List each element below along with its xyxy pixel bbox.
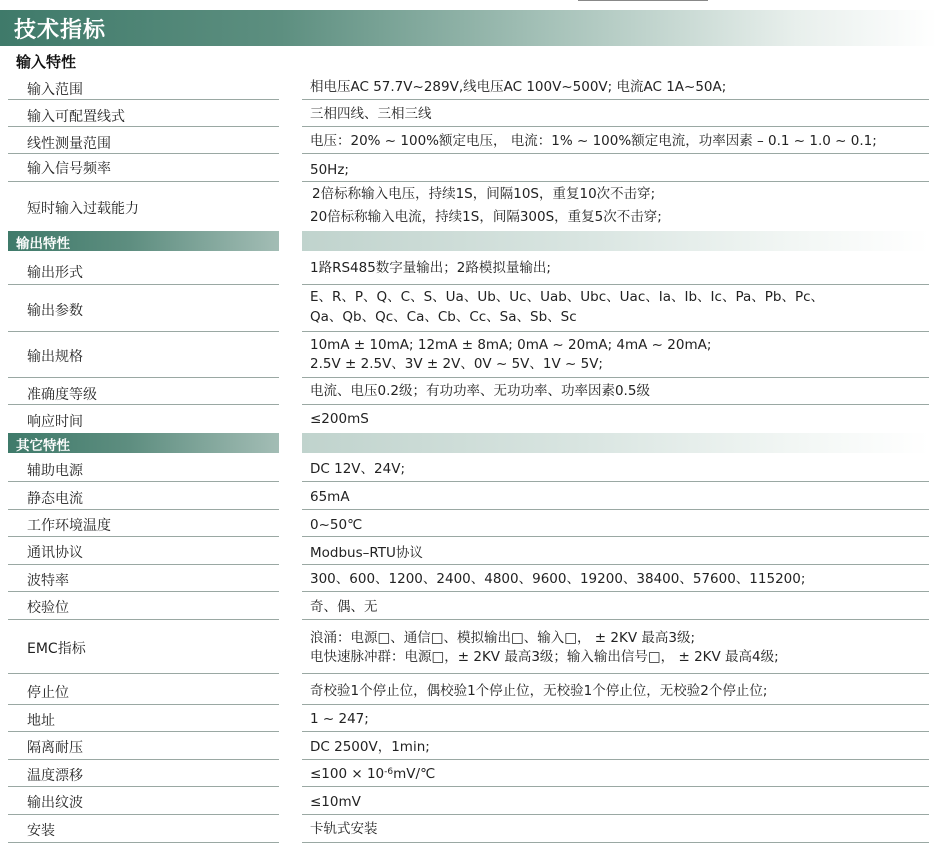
- row-value: 300、600、1200、2400、4800、9600、19200、38400、57600、115200;: [310, 571, 806, 587]
- row-value: 三相四线、三相三线: [310, 106, 432, 122]
- row-value: 65mA: [310, 489, 350, 505]
- section-heading-other: [8, 433, 279, 453]
- row-value: 奇校验1个停止位，偶校验1个停止位，无校验1个停止位，无校验2个停止位;: [310, 683, 768, 699]
- row-label: 输入范围: [27, 82, 83, 98]
- temp-drift-unit: mV/℃: [393, 766, 436, 782]
- row-label: 线性测量范围: [27, 136, 111, 152]
- table-row: [0, 705, 937, 732]
- row-value: ≤200mS: [310, 411, 369, 427]
- table-row: [0, 537, 937, 565]
- row-value: DC 2500V，1min;: [310, 739, 430, 755]
- table-row: [0, 251, 937, 285]
- section-heading-output: [8, 231, 279, 251]
- temp-drift-base: ≤100 × 10: [310, 766, 385, 782]
- row-value-line1: 浪涌：电源□、通信□、模拟输出□、输入□， ± 2KV 最高3级;: [310, 630, 696, 646]
- table-row: [0, 732, 937, 760]
- table-row: [0, 565, 937, 592]
- table-row: [0, 592, 937, 620]
- row-label: EMC指标: [27, 641, 86, 657]
- row-label: 工作环境温度: [27, 518, 111, 534]
- row-label: 停止位: [27, 685, 69, 701]
- row-value: 电压：20% ~ 100%额定电压， 电流：1% ~ 100%额定电流，功率因素 – 0.1 ~ 1.0 ~ 0.1;: [310, 133, 877, 149]
- row-label: 地址: [27, 713, 55, 729]
- section-heading-other-label: 其它特性: [16, 438, 70, 454]
- row-label: 输出参数: [27, 303, 83, 319]
- row-label: 辅助电源: [27, 463, 83, 479]
- row-value: Modbus–RTU协议: [310, 545, 423, 561]
- row-value-line1: 10mA ± 10mA; 12mA ± 8mA; 0mA ~ 20mA; 4mA ~ 20mA;: [310, 337, 712, 353]
- row-label: 短时输入过载能力: [27, 201, 139, 217]
- row-label: 安装: [27, 823, 55, 839]
- table-row: [0, 285, 937, 332]
- row-label: 输出规格: [27, 349, 83, 365]
- table-row: [0, 182, 937, 230]
- row-value: DC 12V、24V;: [310, 461, 405, 477]
- table-row: [0, 127, 937, 154]
- row-label: 响应时间: [27, 414, 83, 430]
- table-row: [0, 482, 937, 510]
- row-value-line2: Qa、Qb、Qc、Ca、Cb、Cc、Sa、Sb、Sc: [310, 309, 577, 325]
- top-divider: [578, 0, 708, 1]
- table-row: [0, 378, 937, 405]
- row-label: 准确度等级: [27, 387, 97, 403]
- row-label: 校验位: [27, 600, 69, 616]
- table-row: [0, 332, 937, 378]
- table-row: [0, 760, 937, 787]
- row-label: 输入可配置线式: [27, 109, 125, 125]
- section-heading-output-label: 输出特性: [16, 236, 70, 252]
- title-banner: [0, 10, 937, 46]
- row-value-line1: E、R、P、Q、C、S、Ua、Ub、Uc、Uab、Ubc、Uac、Ia、Ib、Ic、Pa、Pb、Pc、: [310, 289, 825, 305]
- row-value: 电流、电压0.2级；有功功率、无功功率、功率因素0.5级: [310, 383, 650, 399]
- row-value: 50Hz;: [310, 162, 349, 178]
- row-value: 1路RS485数字量输出；2路模拟量输出;: [310, 260, 551, 276]
- table-row: [0, 75, 937, 100]
- section-band-right: [302, 433, 929, 453]
- row-value: 1 ~ 247;: [310, 711, 369, 727]
- row-value-line1: 2倍标称输入电压，持续1S，间隔10S，重复10次不击穿;: [312, 186, 656, 202]
- row-label: 波特率: [27, 573, 69, 589]
- row-value: 卡轨式安装: [310, 821, 378, 837]
- section-band-right: [302, 231, 929, 251]
- temp-drift-exponent: -6: [384, 767, 394, 777]
- row-value: [310, 764, 435, 784]
- table-row: [0, 453, 937, 482]
- row-label: 输出纹波: [27, 795, 83, 811]
- table-row: [0, 510, 937, 537]
- table-row: [0, 154, 937, 182]
- row-value-line2: 20倍标称输入电流，持续1S，间隔300S，重复5次不击穿;: [310, 209, 662, 225]
- row-value: 0~50℃: [310, 517, 363, 533]
- row-label: 静态电流: [27, 491, 83, 507]
- table-row: [0, 405, 937, 432]
- row-value: 奇、偶、无: [310, 599, 378, 615]
- row-value: ≤10mV: [310, 794, 361, 810]
- table-row: [0, 100, 937, 127]
- row-label: 通讯协议: [27, 545, 83, 561]
- table-row: [0, 674, 937, 705]
- table-row: [0, 815, 937, 843]
- row-label: 输入信号频率: [27, 161, 111, 177]
- row-label: 温度漂移: [27, 768, 83, 784]
- row-value-line2: 电快速脉冲群：电源□，± 2KV 最高3级；输入输出信号□， ± 2KV 最高4级;: [310, 649, 779, 665]
- row-value-line2: 2.5V ± 2.5V、3V ± 2V、0V ~ 5V、1V ~ 5V;: [310, 356, 603, 372]
- table-row: [0, 620, 937, 674]
- row-value: 相电压AC 57.7V~289V,线电压AC 100V~500V; 电流AC 1A~50A;: [310, 79, 727, 95]
- row-label: 隔离耐压: [27, 740, 83, 756]
- row-label: 输出形式: [27, 265, 83, 281]
- table-row: [0, 787, 937, 815]
- page-title: 技术指标: [14, 18, 107, 43]
- section-heading-input: 输入特性: [16, 53, 77, 71]
